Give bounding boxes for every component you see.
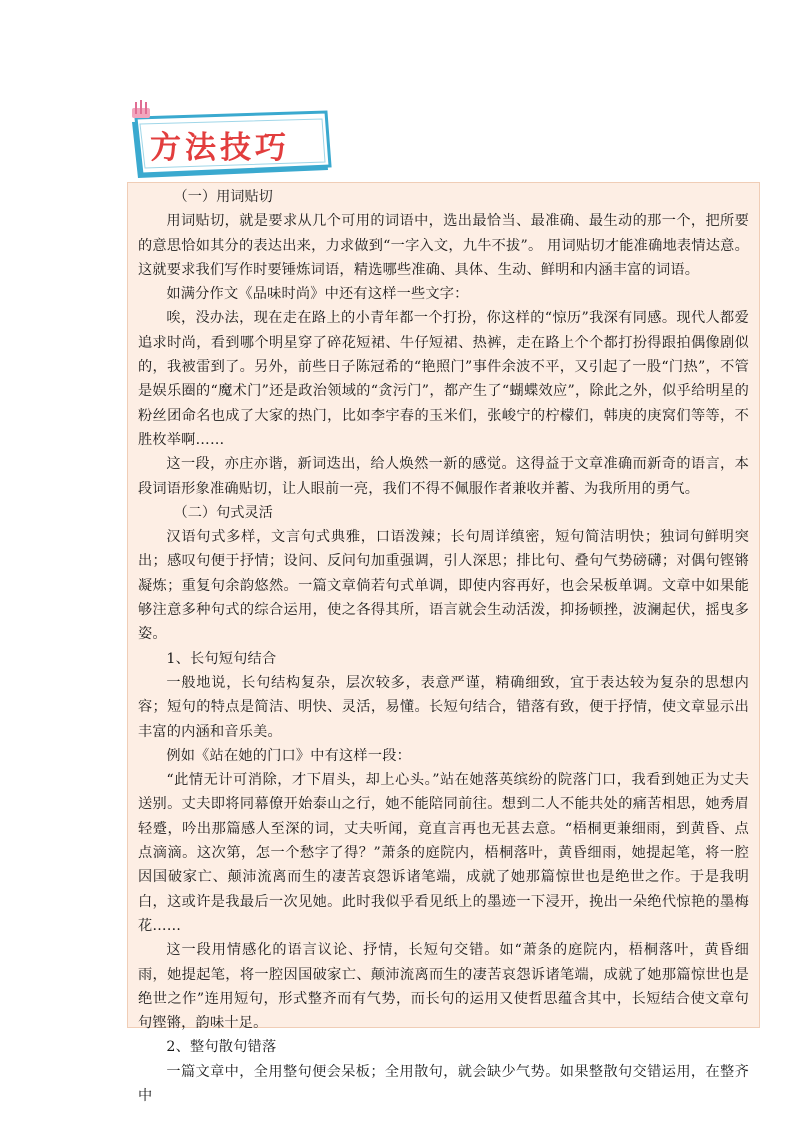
subheading-parallel-loose: 2、整句散句错落	[166, 1039, 277, 1056]
paragraph: 例如《站在她的门口》中有这样一段：	[166, 747, 411, 764]
subheading-long-short: 1、长句短句结合	[166, 650, 277, 667]
paragraph: 这一段用情感化的语言议论、抒情，长短句交错。如“萧条的庭院内，梧桐落叶，黄昏细雨，她提起笔，将一腔因国破家亡、颠沛流离而生的凄苦哀怨诉诸笔端，成就了她那篇惊世也是绝世之作”连用短句，形式整齐而有气势，而长句的运用又使哲思蕴含其中，长短结合使文章句句铿锵，韵味十足。	[138, 942, 749, 1032]
banner-title: 方法技巧	[150, 130, 290, 166]
paragraph: 汉语句式多样，文言句式典雅，口语泼辣；长句周详缜密，短句简洁明快；独词句鲜明突出；感叹句便于抒情；设问、反问句加重强调，引人深思；排比句、叠句气势磅礴；对偶句铿锵凝炼；重复句余韵悠然。一篇文章倘若句式单调，即使内容再好，也会呆板单调。文章中如果能够注意多种句式的综合运用，使之各得其所，语言就会生动活泼，抑扬顿挫，波澜起伏，摇曳多姿。	[138, 529, 749, 643]
paragraph: 一篇文章中，全用整句便会呆板；全用散句，就会缺少气势。如果整散句交错运用，在整齐中	[138, 1063, 749, 1104]
example-paragraph: “此情无计可消除，才下眉头，却上心头。”站在她落英缤纷的院落门口，我看到她正为丈夫送别。丈夫即将同幕僚开始泰山之行，她不能陪同前往。想到二人不能共处的痛苦相思，她秀眉轻蹙，吟出那篇感人至深的词，丈夫听闻，竟直言再也无甚去意。“梧桐更兼细雨，到黄昏、点点滴滴。这次第，怎一个愁字了得？”萧条的庭院内，梧桐落叶，黄昏细雨，她提起笔，将一腔因国破家亡、颠沛流离而生的凄苦哀怨诉诸笔端，成就了她那篇惊世也是绝世之作。于是我明白，这或许是我最后一次见她。此时我似乎看见纸上的墨迹一下浸开，挽出一朵绝代惊艳的墨梅花……	[138, 772, 749, 934]
paragraph: 如满分作文《品味时尚》中还有这样一些文字：	[166, 286, 469, 303]
heading-word-choice: （一）用词贴切	[173, 189, 273, 205]
section-banner	[128, 100, 338, 182]
example-paragraph: 唉，没办法，现在走在路上的小青年都一个打扮，你这样的“惊历”我深有同感。现代人都爱追求时尚，看到哪个明星穿了碎花短裙、牛仔短裙、热裤，走在路上个个都打扮得跟拍偶像剧似的，我被雷到了。另外，前些日子陈冠希的“艳照门”事件余波不平，又引起了一股“门热”，不管是娱乐圈的“魔术门”还是政治领域的“贪污门”，都产生了“蝴蝶效应”，除此之外，似乎给明星的粉丝团命名也成了大家的热门，比如李宇春的玉米们，张峻宁的柠檬们，韩庚的庚窝们等等，不胜枚举啊……	[138, 310, 749, 448]
heading-sentence-patterns: （二）句式灵活	[173, 504, 273, 521]
content-box	[127, 182, 760, 1104]
paragraph: 一般地说，长句结构复杂，层次较多，表意严谨，精确细致，宜于表达较为复杂的思想内容；短句的特点是简洁、明快、灵活，易懂。长短句结合，错落有致，便于抒情，使文章显示出丰富的内涵和音乐美。	[138, 674, 749, 740]
paragraph: 用词贴切，就是要求从几个可用的词语中，选出最恰当、最准确、最生动的那一个，把所要的意思恰如其分的表达出来，力求做到“一字入文，九牛不拔”。 用词贴切才能准确地表情达意。这就要求我们写作时要锤炼词语，精选哪些准确、具体、生动、鲜明和内涵丰富的词语。	[138, 213, 749, 278]
paragraph: 这一段，亦庄亦谐，新词迭出，给人焕然一新的感觉。这得益于文章准确而新奇的语言，本段词语形象准确贴切，让人眼前一亮，我们不得不佩服作者兼收并蓄、为我所用的勇气。	[138, 456, 749, 497]
